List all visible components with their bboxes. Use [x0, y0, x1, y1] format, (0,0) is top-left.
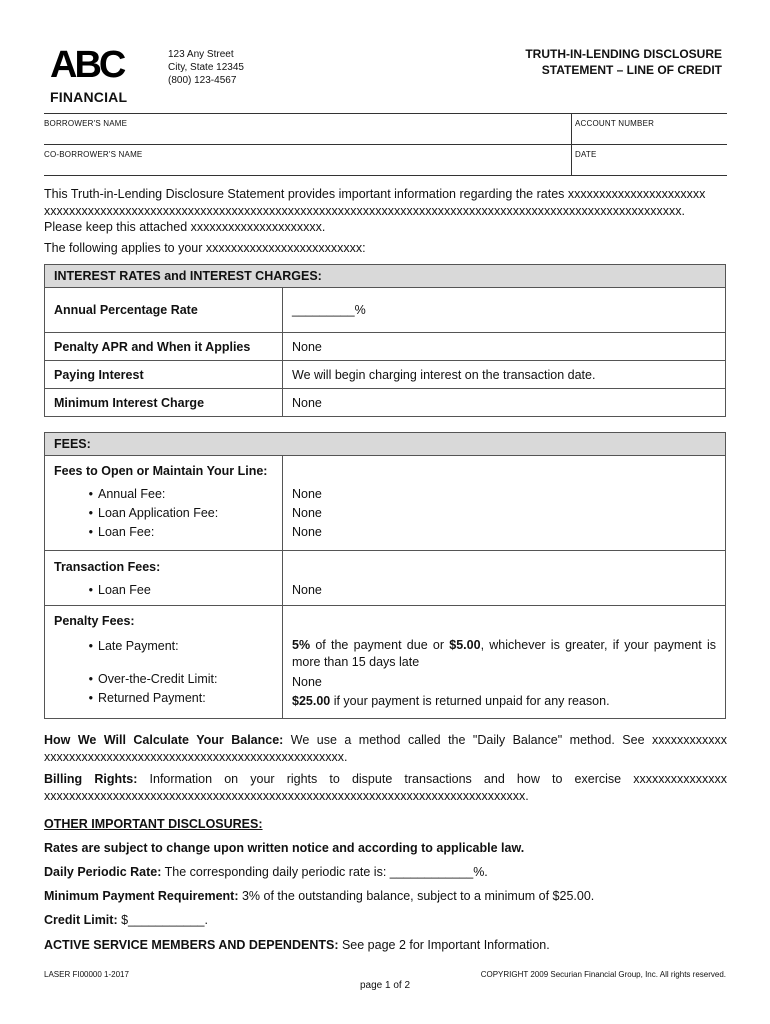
late-mid: of the payment due or [310, 638, 450, 652]
fees-header: FEES: [45, 433, 726, 456]
returned-amt: $25.00 [292, 694, 331, 708]
cl-label: Credit Limit: [44, 913, 118, 927]
open-fees-cell [45, 456, 283, 551]
billing-label: Billing Rights: [44, 772, 138, 786]
asm-text: See page 2 for Important Information. [338, 938, 550, 952]
mpr-label: Minimum Payment Requirement: [44, 889, 239, 903]
bullet-label: Returned Payment: [98, 691, 206, 705]
list-item: • Loan Fee: [54, 523, 273, 542]
address-line: 123 Any Street [168, 49, 234, 60]
asm-label: ACTIVE SERVICE MEMBERS AND DEPENDENTS: [44, 938, 339, 952]
list-item: • Returned Payment: [54, 689, 273, 708]
penalty-apr-value: None [283, 333, 726, 361]
account-number-field[interactable]: ACCOUNT NUMBER [575, 119, 655, 128]
apr-label: Annual Percentage Rate [45, 288, 283, 333]
fee-value: None [292, 506, 322, 520]
returned-rest: if your payment is returned unpaid for any reason. [330, 694, 610, 708]
intro-line: Please keep this attached xxxxxxxxxxxxxxxxxxxxx. [44, 220, 326, 234]
billing-text: Information on your rights to dispute transactions and how to exercise xxxxxxxxxxxxxxx xxxxxxxxxxxxxxxxxxxxxxxxxxxxxxxxxxxxxxxxxxxxxxxxxxxxxxxxxxxxxxxxxxxxxxxxxxxxx. [44, 772, 727, 803]
late-rest: , whichever is greater, if your payment is more than 15 days late [292, 638, 716, 669]
late-payment-value [292, 637, 716, 671]
intro-paragraph [44, 186, 727, 236]
borrower-row [44, 114, 727, 145]
list-item: • Annual Fee: [54, 485, 273, 504]
cl-text: $___________. [117, 913, 208, 927]
interest-header: INTEREST RATES and INTEREST CHARGES: [45, 265, 726, 288]
balance-text: We use a method called the "Daily Balance" method. See xxxxxxxxxxxx xxxxxxxxxxxxxxxxxxxxxxxxxxxxxxxxxxxxxxxxxxxxxxxx. [44, 733, 727, 764]
bullet-label: Loan Fee: [98, 525, 155, 539]
overlimit-value: None [292, 675, 322, 689]
fee-value: None [292, 525, 322, 539]
billing-rights [44, 771, 727, 805]
credit-limit [44, 912, 727, 929]
borrower-name-field[interactable]: BORROWER'S NAME [44, 119, 128, 128]
active-service-members [44, 937, 727, 954]
interest-table [44, 264, 726, 417]
balance-calculation [44, 732, 727, 766]
penalty-fees-title: Penalty Fees: [54, 614, 135, 628]
penalty-apr-label: Penalty APR and When it Applies [45, 333, 283, 361]
paying-interest-label: Paying Interest [45, 361, 283, 389]
coborrower-row [44, 145, 727, 176]
min-interest-value: None [283, 389, 726, 417]
list-item: • Over-the-Credit Limit: [54, 670, 273, 689]
fees-table [44, 432, 726, 719]
company-logo-subtitle: FINANCIAL [50, 89, 128, 105]
transaction-fees-title: Transaction Fees: [54, 560, 161, 574]
title-line: STATEMENT – LINE OF CREDIT [541, 63, 722, 77]
intro-line: xxxxxxxxxxxxxxxxxxxxxxxxxxxxxxxxxxxxxxxxxxxxxxxxxxxxxxxxxxxxxxxxxxxxxxxxxxxxxxxxxxxxxxxxxxxxxxxxxxxxxx. [44, 203, 685, 218]
bullet-label: Annual Fee: [98, 487, 166, 501]
penalty-fees-values [283, 606, 726, 719]
open-fees-values [283, 456, 726, 551]
page-number: page 1 of 2 [359, 980, 411, 991]
company-address [168, 48, 244, 87]
late-amt: $5.00 [449, 638, 481, 652]
address-phone: (800) 123-4567 [168, 75, 237, 86]
coborrower-name-field[interactable]: CO-BORROWER'S NAME [44, 150, 143, 159]
mpr-text: 3% of the outstanding balance, subject to a minimum of $25.00. [238, 889, 595, 903]
date-field[interactable]: DATE [575, 150, 597, 159]
address-line: City, State 12345 [168, 62, 244, 73]
list-item: • Loan Application Fee: [54, 504, 273, 523]
paying-interest-value: We will begin charging interest on the transaction date. [283, 361, 726, 389]
returned-payment-value [292, 692, 716, 711]
form-id: LASER FI00000 1-2017 [44, 970, 129, 979]
list-item: • Loan Fee [54, 581, 273, 600]
transaction-fees-cell [45, 551, 283, 606]
open-fees-title: Fees to Open or Maintain Your Line: [54, 464, 268, 478]
document-title [470, 46, 722, 78]
min-interest-label: Minimum Interest Charge [45, 389, 283, 417]
daily-periodic-rate [44, 864, 727, 881]
apr-value[interactable]: _________% [283, 288, 726, 333]
company-logo: ABC [50, 44, 124, 86]
bullet-label: Loan Application Fee: [98, 506, 219, 520]
dpr-label: Daily Periodic Rate: [44, 865, 162, 879]
list-item: • Late Payment: [54, 637, 273, 656]
title-line: TRUTH-IN-LENDING DISCLOSURE [525, 47, 722, 61]
late-pct: 5% [292, 638, 311, 652]
fee-value: None [292, 487, 322, 501]
balance-label: How We Will Calculate Your Balance: [44, 733, 284, 747]
applies-text: The following applies to your xxxxxxxxxxxxxxxxxxxxxxxxx: [44, 241, 366, 255]
penalty-fees-cell [45, 606, 283, 719]
dpr-text: The corresponding daily periodic rate is: ____________%. [161, 865, 488, 879]
bullet-label: Late Payment: [98, 639, 179, 653]
minimum-payment [44, 888, 727, 905]
bullet-label: Loan Fee [98, 583, 151, 597]
borrower-field-grid [44, 113, 727, 175]
other-disclosures-title: OTHER IMPORTANT DISCLOSURES: [44, 817, 263, 831]
transaction-fee-value: None [283, 551, 726, 606]
intro-line: This Truth-in-Lending Disclosure Statement provides important information regarding the rates xxxxxxxxxxxxxxxxxxxxxx [44, 187, 706, 201]
copyright: COPYRIGHT 2009 Securian Financial Group, Inc. All rights reserved. [480, 970, 726, 979]
rates-change-notice: Rates are subject to change upon written notice and according to applicable law. [44, 841, 525, 855]
bullet-label: Over-the-Credit Limit: [98, 672, 218, 686]
